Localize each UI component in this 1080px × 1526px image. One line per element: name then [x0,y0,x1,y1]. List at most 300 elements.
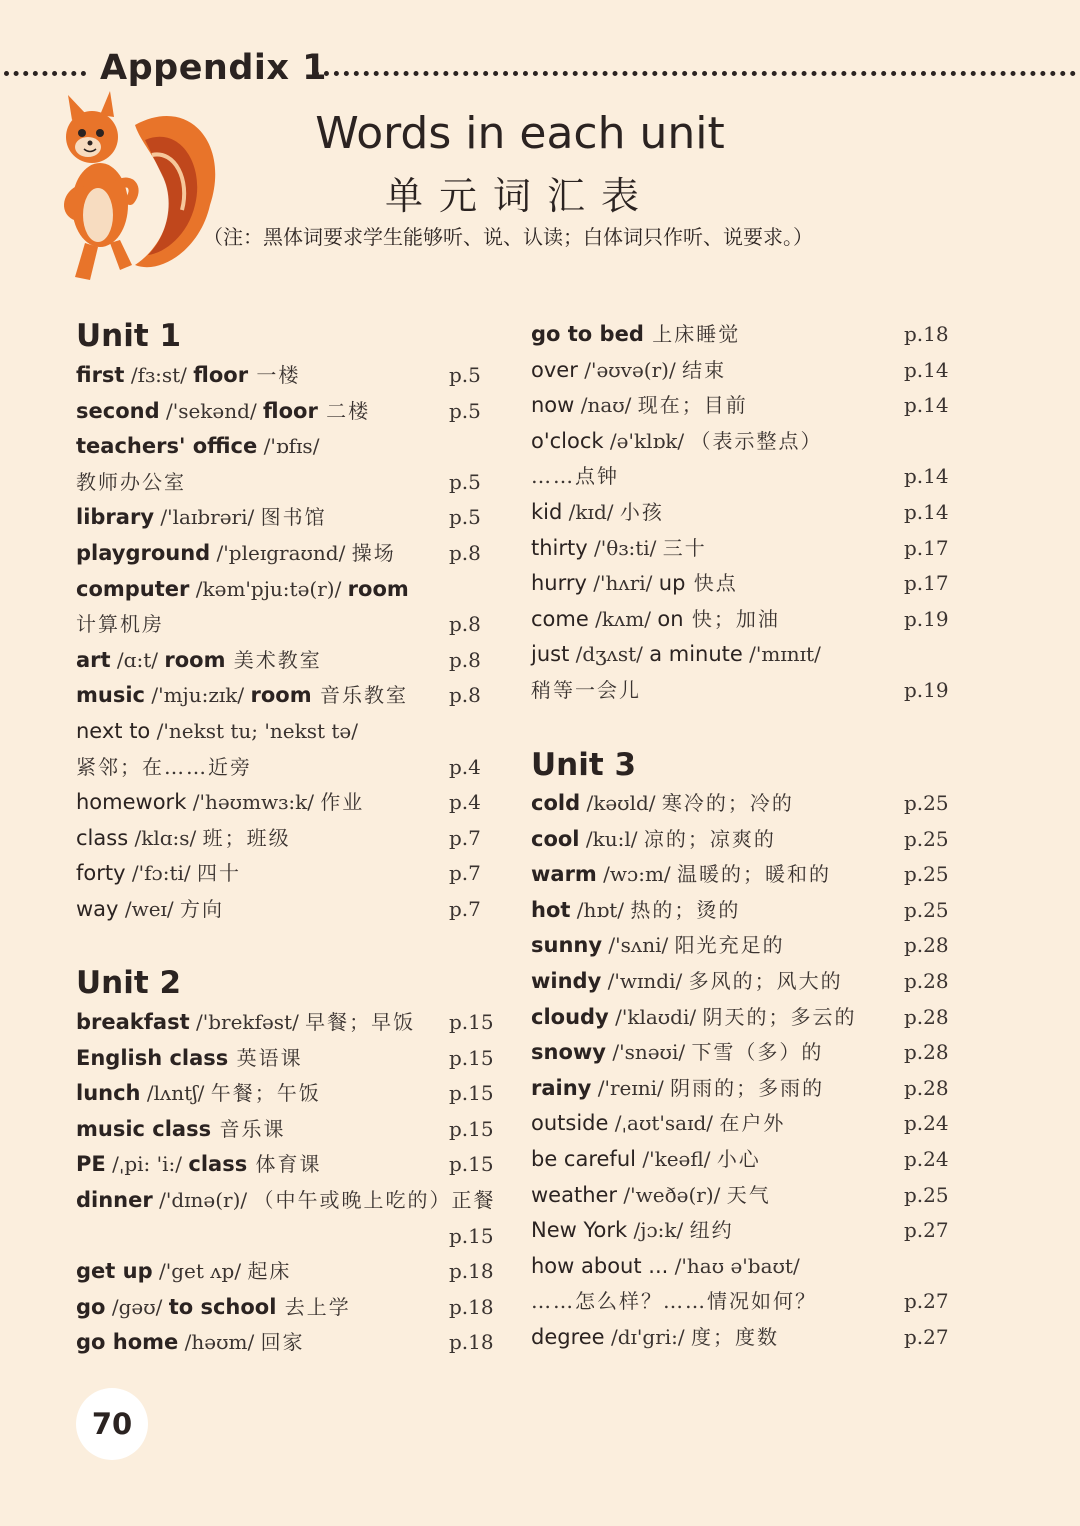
vocab-entry [531,388,954,422]
vocab-meaning: 三十 [662,536,707,560]
vocab-word: over [531,358,578,382]
vocab-entry [76,1183,499,1217]
vocab-text [531,495,664,529]
vocab-meaning: 下雪（多）的 [691,1040,824,1064]
vocab-text [531,673,641,707]
vocab-meaning: 寒冷的；冷的 [661,791,794,815]
vocab-meaning: 教师办公室 [76,470,186,494]
vocab-text [531,1320,779,1354]
vocab-entry [531,1035,954,1069]
vocab-text [76,678,408,712]
vocab-phonetic: /'laɪbrəri/ [154,505,261,529]
vocab-text [531,1071,824,1105]
vocab-word: homework [76,790,187,814]
vocab-phonetic: /'klaʊdi/ [608,1005,703,1029]
vocab-entry [76,429,499,463]
vocab-page-ref: p.18 [449,1330,494,1354]
vocab-phonetic: /'wɪndi/ [601,969,689,993]
vocab-page-ref: p.18 [449,1259,494,1283]
vocab-text [531,822,776,856]
vocab-text [76,785,364,819]
vocab-word-bold: second [76,399,160,423]
vocab-meaning: 稍等一会儿 [531,678,641,702]
vocab-page-ref: p.17 [904,536,949,560]
vocab-phonetic: /kəʊld/ [580,791,662,815]
vocab-meaning: 在户外 [719,1111,786,1135]
vocab-word: outside [531,1111,609,1135]
vocab-meaning: 作业 [320,790,365,814]
vocab-entry [531,1071,954,1105]
vocab-meaning: 热的；烫的 [630,898,741,922]
vocab-page-ref: p.28 [904,933,949,957]
vocab-meaning: 结束 [682,358,727,382]
vocab-phonetic: /kʌm/ [588,607,658,631]
vocab-text [76,1147,322,1181]
dotted-rule-right [314,71,1076,76]
vocab-page-ref: p.8 [449,612,481,636]
vocab-page-ref: p.15 [449,1046,494,1070]
vocab-page-ref: p.5 [449,505,481,529]
vocab-meaning: 起床 [247,1259,292,1283]
vocab-phonetic: /'dɪnə(r)/ [152,1188,254,1212]
vocab-text [531,459,619,493]
vocab-word: degree [531,1325,605,1349]
vocab-text [76,1076,321,1110]
vocab-entry [531,964,954,998]
vocab-text [76,856,241,890]
vocab-word-bold: snowy [531,1040,606,1064]
vocab-word-bold: sunny [531,933,603,957]
vocab-word-bold: playground [76,541,211,565]
vocab-meaning: 班；班级 [202,826,291,850]
vocab-text [76,1290,351,1324]
vocab-text [531,1035,823,1069]
vocab-phonetic: /dʒʌst/ [569,642,650,666]
vocab-word: hurry [531,571,587,595]
vocab-page-ref: p.28 [904,1076,949,1100]
vocab-meaning: 阳光充足的 [674,933,785,957]
vocab-page-ref: p.8 [449,683,481,707]
vocab-meaning: 阴雨的；多雨的 [670,1076,825,1100]
vocab-meaning: （表示整点） [690,429,823,453]
vocab-text [76,536,396,570]
vocab-entry [76,1005,499,1039]
vocab-text [531,857,831,891]
vocab-phonetic: /ku:l/ [579,827,644,851]
vocab-word-bold: music [76,683,145,707]
vocab-meaning: （中午或晚上吃的）正餐 [253,1188,496,1212]
vocab-meaning: 音乐课 [211,1117,286,1141]
vocab-phonetic: /hɒt/ [570,898,631,922]
vocab-page-ref: p.15 [449,1152,494,1176]
vocab-phonetic: /ˌaʊt'saɪd/ [608,1111,720,1135]
vocab-word-bold: to school [168,1295,277,1319]
vocab-page-ref: p.28 [904,969,949,993]
vocab-entry [76,785,499,819]
vocab-page-ref: p.5 [449,470,481,494]
vocab-phonetic: /kɪd/ [562,500,620,524]
vocab-meaning: 体育课 [247,1152,322,1176]
vocab-meaning: 美术教室 [225,648,322,672]
vocab-word: a minute [649,642,743,666]
vocab-meaning: 方向 [180,897,225,921]
vocab-page-ref: p.5 [449,363,481,387]
vocab-word-bold: cloudy [531,1005,609,1029]
vocab-meaning: 早餐；早饭 [305,1010,416,1034]
vocab-page-ref: p.27 [904,1289,949,1313]
vocab-word: next to [76,719,151,743]
vocab-phonetic: /'get ʌp/ [152,1259,248,1283]
vocab-word: New York [531,1218,628,1242]
vocab-text [76,1041,303,1075]
vocab-phonetic: /klɑ:s/ [128,826,203,850]
vocab-phonetic: /fɜ:st/ [124,363,194,387]
vocab-text [76,1183,496,1217]
vocab-phonetic: /naʊ/ [574,393,638,417]
vocab-meaning: 操场 [351,541,396,565]
vocab-word-bold: music class [76,1117,212,1141]
vocab-phonetic: /'hʌri/ [586,571,659,595]
vocab-word-bold: windy [531,969,602,993]
vocab-entry [76,607,499,641]
vocab-text [531,1142,761,1176]
vocab-entry [531,424,954,458]
unit-heading: Unit 1 [76,318,182,354]
vocab-phonetic: /'mju:zɪk/ [144,683,251,707]
vocab-phonetic: /lʌntʃ/ [140,1081,211,1105]
vocab-word-bold: art [76,648,111,672]
unit-heading: Unit 2 [76,965,182,1001]
vocab-word: up [658,571,686,595]
vocab-phonetic: /'mɪnɪt/ [742,642,821,666]
vocab-entry [531,928,954,962]
vocab-page-ref: p.28 [904,1040,949,1064]
vocab-text [531,1106,785,1140]
vocab-meaning: 回家 [260,1330,305,1354]
vocab-word: be careful [531,1147,636,1171]
vocab-word-bold: English class [76,1046,229,1070]
vocab-entry [531,1142,954,1176]
vocab-word-bold: breakfast [76,1010,190,1034]
vocab-meaning: 计算机房 [76,612,164,636]
vocab-text [76,465,186,499]
vocab-text [76,572,409,606]
vocab-entry [531,353,954,387]
vocab-text [76,358,300,392]
vocab-text [76,714,358,748]
vocab-phonetic: /'brekfəst/ [189,1010,306,1034]
vocab-text [531,893,740,927]
vocab-phonetic: /'ɒfɪs/ [257,434,320,458]
vocab-word-bold: lunch [76,1081,141,1105]
vocab-entry [531,602,954,636]
page-number: 70 [76,1388,148,1460]
vocab-word-bold: cool [531,827,580,851]
vocab-word-bold: room [164,648,226,672]
vocab-page-ref: p.24 [904,1111,949,1135]
vocab-phonetic: /'reɪni/ [591,1076,671,1100]
vocab-text [531,1249,800,1283]
vocab-phonetic: /weɪ/ [118,897,181,921]
vocab-entry [76,500,499,534]
vocab-page-ref: p.7 [449,826,481,850]
vocab-word-bold: cold [531,791,581,815]
vocab-text [76,1325,305,1359]
vocab-text [531,317,740,351]
vocab-meaning: 去上学 [276,1295,351,1319]
vocab-meaning: 多风的；风大的 [688,969,843,993]
vocab-phonetic: /dɪ'gri:/ [604,1325,691,1349]
vocab-text [531,602,780,636]
vocab-page-ref: p.17 [904,571,949,595]
vocab-word: thirty [531,536,588,560]
vocab-text [531,786,794,820]
vocab-phonetic: /'pleɪgraʊnd/ [210,541,352,565]
vocab-entry [76,1112,499,1146]
vocab-word: forty [76,861,126,885]
vocab-text [76,643,322,677]
vocab-word-bold: go to bed [531,322,644,346]
vocab-phonetic: /wɔ:m/ [596,862,678,886]
vocab-word-bold: class [188,1152,248,1176]
vocab-phonetic: /'fɔ:ti/ [125,861,198,885]
vocab-page-ref: p.19 [904,607,949,631]
vocab-page-ref: p.14 [904,500,949,524]
vocab-text [76,821,291,855]
vocab-phonetic: /'weðə(r)/ [617,1183,727,1207]
vocab-page-ref: p.15 [449,1117,494,1141]
vocab-page-ref: p.25 [904,827,949,851]
vocab-text [531,388,748,422]
appendix-label: Appendix 1 [100,48,328,88]
vocab-text [76,394,370,428]
vocab-text [531,1284,817,1318]
vocab-page-ref: p.8 [449,648,481,672]
vocab-entry [76,1219,499,1253]
vocab-phonetic: /'sʌni/ [602,933,675,957]
vocab-word: on [657,607,684,631]
vocab-word: just [531,642,570,666]
vocab-text [531,1213,734,1247]
vocab-phonetic: /həʊm/ [178,1330,261,1354]
vocab-phonetic: /'əʊvə(r)/ [577,358,683,382]
vocab-text [531,424,823,458]
vocab-entry [76,572,499,606]
vocab-text [76,1254,291,1288]
vocab-page-ref: p.27 [904,1218,949,1242]
vocab-entry [531,1106,954,1140]
vocab-text [76,500,327,534]
vocab-phonetic: /ə'klɒk/ [603,429,691,453]
vocab-page-ref: p.25 [904,898,949,922]
vocab-page-ref: p.18 [449,1295,494,1319]
vocab-meaning: 二楼 [317,399,371,423]
vocab-page-ref: p.8 [449,541,481,565]
vocab-phonetic: /ɑ:t/ [110,648,165,672]
vocab-page-ref: p.25 [904,791,949,815]
vocab-meaning: 快点 [685,571,738,595]
vocab-word-bold: floor [263,399,318,423]
vocab-entry [531,317,954,351]
vocab-entry [531,822,954,856]
vocab-phonetic: /gəʊ/ [105,1295,169,1319]
vocab-page-ref: p.15 [449,1224,494,1248]
vocab-text [531,531,707,565]
vocab-meaning: ……点钟 [531,464,619,488]
vocab-meaning: 紧邻；在……近旁 [76,755,252,779]
vocab-meaning: 温暖的；暖和的 [677,862,832,886]
dotted-rule-left [4,71,86,76]
vocab-text [76,750,252,784]
vocab-entry [531,786,954,820]
vocab-entry [76,1147,499,1181]
vocab-meaning: 现在；目前 [637,393,748,417]
vocab-phonetic: /'haʊ ə'baʊt/ [668,1254,800,1278]
vocab-entry [76,678,499,712]
vocab-word-bold: teachers' office [76,434,258,458]
vocab-text [76,1005,415,1039]
vocab-entry [76,1290,499,1324]
vocab-phonetic: /'həʊmwɜ:k/ [186,790,321,814]
vocab-word-bold: rainy [531,1076,592,1100]
vocab-entry [531,1178,954,1212]
vocab-word-bold: first [76,363,125,387]
vocab-entry [531,1320,954,1354]
vocab-entry [76,536,499,570]
vocab-word: come [531,607,589,631]
vocab-phonetic: /ˌpi: 'i:/ [105,1152,189,1176]
vocab-word-bold: library [76,505,155,529]
title-chinese: 单元词汇表 [384,174,655,218]
vocab-entry [76,892,499,926]
vocab-text [531,637,821,671]
vocab-page-ref: p.14 [904,464,949,488]
vocab-page-ref: p.14 [904,393,949,417]
vocab-meaning: 英语课 [228,1046,303,1070]
vocab-text [531,1000,856,1034]
vocab-entry [531,1249,954,1283]
vocab-word-bold: get up [76,1259,153,1283]
vocab-text [531,928,785,962]
vocab-entry [531,531,954,565]
vocab-entry [76,1254,499,1288]
vocab-word: o'clock [531,429,604,453]
vocab-entry [531,459,954,493]
vocab-page-ref: p.25 [904,1183,949,1207]
vocab-meaning: 上床睡觉 [643,322,741,346]
vocab-page-ref: p.19 [904,678,949,702]
vocab-word-bold: floor [193,363,249,387]
vocab-entry [531,1213,954,1247]
vocab-entry [531,566,954,600]
vocab-page-ref: p.4 [449,755,481,779]
vocab-entry [76,821,499,855]
vocab-text [76,429,319,463]
vocab-entry [531,673,954,707]
vocab-word: class [76,826,129,850]
vocab-entry [76,750,499,784]
vocab-text [76,1112,285,1146]
vocab-meaning: 小孩 [619,500,664,524]
vocab-word-bold: computer [76,577,190,601]
vocab-page-ref: p.4 [449,790,481,814]
vocab-word: weather [531,1183,618,1207]
vocab-meaning: 纽约 [689,1218,734,1242]
vocab-page-ref: p.14 [904,358,949,382]
vocab-word: kid [531,500,563,524]
vocab-page-ref: p.7 [449,897,481,921]
vocab-meaning: 四十 [197,861,242,885]
vocab-meaning: 天气 [726,1183,771,1207]
vocab-meaning: 午餐；午饭 [210,1081,321,1105]
vocab-phonetic: /'θɜ:ti/ [587,536,663,560]
vocab-entry [76,1076,499,1110]
vocab-entry [76,643,499,677]
unit-heading: Unit 3 [531,747,637,783]
vocab-entry [531,857,954,891]
vocab-entry [76,856,499,890]
vocab-word-bold: room [250,683,312,707]
vocab-page-ref: p.28 [904,1005,949,1029]
vocab-word-bold: go home [76,1330,179,1354]
vocab-entry [76,1041,499,1075]
vocab-text [76,892,224,926]
vocab-entry [531,637,954,671]
vocab-text [531,964,843,998]
vocab-page-ref: p.5 [449,399,481,423]
vocab-meaning: 音乐教室 [311,683,408,707]
vocab-entry [76,358,499,392]
vocab-meaning: 度；度数 [690,1325,779,1349]
note-text: （注：黑体词要求学生能够听、说、认读；白体词只作听、说要求。） [203,225,813,249]
vocab-phonetic: /'nekst tu; 'nekst tə/ [150,719,358,743]
vocab-phonetic: /'snəʊi/ [605,1040,692,1064]
vocab-text [531,1178,771,1212]
vocab-word-bold: warm [531,862,597,886]
vocab-page-ref: p.27 [904,1325,949,1349]
vocab-text [531,566,738,600]
vocab-word: way [76,897,119,921]
vocab-page-ref: p.15 [449,1081,494,1105]
vocab-meaning: 阴天的；多云的 [702,1005,857,1029]
vocab-meaning: 一楼 [248,363,301,387]
vocab-word-bold: dinner [76,1188,153,1212]
vocab-meaning: ……怎么样？……情况如何？ [531,1289,817,1313]
vocab-phonetic: /'sekənd/ [159,399,264,423]
title-english: Words in each unit [315,108,725,159]
vocab-phonetic: /kəm'pju:tə(r)/ [189,577,348,601]
vocab-text [76,607,164,641]
vocab-word: now [531,393,575,417]
vocab-page-ref: p.24 [904,1147,949,1171]
vocab-page-ref: p.15 [449,1010,494,1034]
vocab-entry [76,714,499,748]
vocab-page-ref: p.18 [904,322,949,346]
vocab-entry [76,465,499,499]
vocab-word-bold: PE [76,1152,106,1176]
vocab-entry [76,394,499,428]
vocab-entry [76,1325,499,1359]
vocab-phonetic: /'keəfl/ [635,1147,717,1171]
vocab-entry [531,1284,954,1318]
vocab-meaning: 凉的；凉爽的 [643,827,776,851]
vocab-phonetic: /jɔ:k/ [627,1218,690,1242]
vocab-text [531,353,726,387]
vocab-page-ref: p.25 [904,862,949,886]
vocab-entry [531,893,954,927]
vocab-entry [531,1000,954,1034]
vocab-meaning: 小心 [716,1147,761,1171]
